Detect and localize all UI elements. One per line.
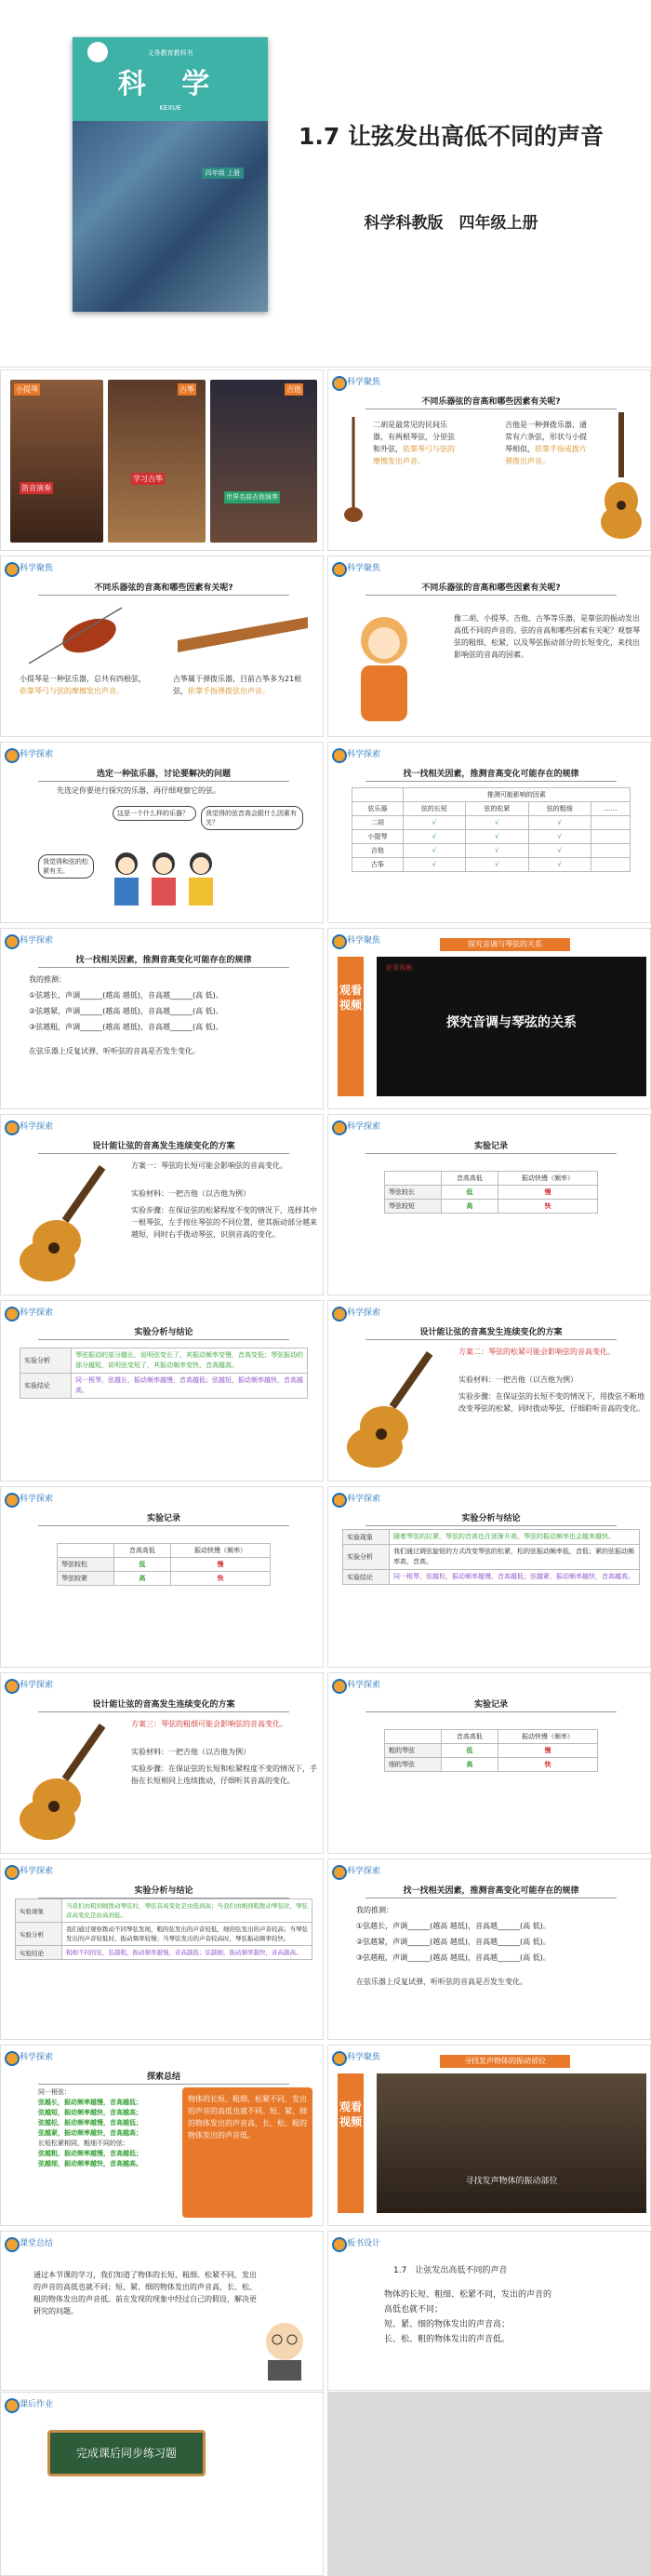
row-text: 当我们由粗到细拨动琴弦时，琴弦音高变化是由低到高；当我们由细到粗拨动琴弦时，琴弦音高变化是由高到低。: [62, 1899, 312, 1923]
slide-erhu-guitar: [327, 369, 651, 551]
plan-text: 方案二：琴弦的松紧可能会影响弦的音高变化。: [458, 1348, 615, 1356]
factor-table: [352, 787, 631, 872]
hypothesis-intro: 我的推测：: [356, 1906, 393, 1914]
slide-heading: 探索总结: [38, 2070, 289, 2085]
pitch-cell: 低: [441, 1186, 498, 1200]
slide-record-3: [327, 1672, 651, 1854]
section-tag: 科学探索: [332, 1678, 380, 1693]
col-header: 弦的松紧: [466, 802, 528, 816]
slide-heading: 实验分析与结论: [38, 1884, 289, 1898]
hypothesis-line: ①弦越长，声调______(越高 越低)，音高越______(高 低)。: [29, 991, 223, 1000]
slide-heading: 实验记录: [38, 1511, 289, 1526]
summary-line: 弦越紧，振动频率越快，音高越高；: [38, 2129, 142, 2137]
col-header: 振动快慢（频率）: [170, 1544, 270, 1558]
record-table: [384, 1729, 598, 1772]
pitch-cell: 高: [441, 1200, 498, 1214]
row-name: 琴弦较松: [58, 1558, 114, 1572]
guitar-highlight: 依靠手指或拨片弹拨出声音。: [505, 445, 587, 465]
table-row: [58, 1558, 271, 1572]
section-tag: 科学探索: [5, 1864, 53, 1879]
summary-line: 弦越短，振动频率越快，音高越高；: [38, 2109, 142, 2116]
material-text: 实验材料：一把吉他（以吉他为例）: [458, 1375, 578, 1384]
label-violin-play: 笛音演奏: [21, 484, 51, 492]
table-row: [343, 1530, 640, 1545]
section-tag: 科学探索: [332, 747, 380, 762]
check-cell: √: [466, 844, 528, 858]
speed-cell: 快: [170, 1572, 270, 1586]
video-bar: 探究音调与琴弦的关系: [440, 938, 570, 951]
row-name: 小提琴: [352, 830, 404, 844]
board-line: 高低也就不同；: [384, 2305, 444, 2314]
slide-heading: 实验分析与结论: [365, 1511, 617, 1526]
guzheng-highlight: 依靠手指弹拨弦出声音。: [188, 687, 270, 695]
col-header: 音高高低: [441, 1172, 498, 1186]
label-guitar: 吉他: [286, 385, 301, 394]
section-tag: 科学探索: [5, 1306, 53, 1321]
summary-line: 弦越松，振动频率越慢，音高越低；: [38, 2119, 142, 2127]
steps-text: 实验步骤：在保证弦的长短和松紧程度不变的情况下，手指在长短相同上连续拨动，仔细听其音高的变化。: [131, 1764, 317, 1785]
section-tag: 科学探索: [5, 1678, 53, 1693]
textbook-cover: [73, 37, 268, 312]
section-tag: 科学探索: [5, 747, 53, 762]
col-header: 振动快慢（频率）: [498, 1730, 597, 1744]
label-guzheng-learn: 学习古筝: [133, 475, 163, 483]
section-tag: 科学探索: [332, 1306, 380, 1321]
steps-text: 实验步骤：在保证弦的长短不变的情况下，用拨弦不断地改变琴弦的松紧，同时拨动琴弦，仔细聆听音高的变化。: [458, 1392, 644, 1413]
slide-class-summary: [0, 2231, 324, 2391]
section-tag: 课堂总结: [5, 2236, 53, 2251]
section-tag: 科学探索: [5, 1120, 53, 1134]
section-tag: 课后作业: [5, 2397, 53, 2412]
board-line: 长、松、粗的物体发出的声音低。: [384, 2335, 511, 2344]
grade-label: 四年级 上册: [202, 168, 244, 179]
lesson-subtitle: 科学科教版 四年级上册: [364, 214, 538, 233]
check-cell: √: [403, 830, 465, 844]
hypothesis-line: ③弦越粗，声调______(越高 越低)，音高越______(高 低)。: [29, 1023, 223, 1031]
watch-video-label: 观看视频: [338, 957, 364, 1096]
class-summary-text: 通过本节课的学习，我们知道了物体的长短、粗细、松紧不同，发出的声音的高低也就不同；短、紧、细的物体发出的声音高，长、松、粗的物体发出的声音低。前在发现的现象中经过自己的假设，解决更研究的问题。: [33, 2271, 257, 2315]
board-title: 1.7 让弦发出高低不同的声音: [393, 2266, 508, 2275]
pitch-cell: 高: [441, 1758, 498, 1772]
table-row: [385, 1758, 598, 1772]
slide-heading: 实验记录: [365, 1139, 617, 1154]
guitar-diagram: [15, 1715, 126, 1845]
check-cell: √: [528, 844, 591, 858]
section-tag: 科学探索: [332, 1864, 380, 1879]
col-header: 弦乐器: [352, 802, 404, 816]
check-cell: √: [403, 816, 465, 830]
video-player[interactable]: [377, 957, 646, 1096]
table-corner: [352, 788, 404, 802]
section-tag: 科学聚焦: [332, 2050, 380, 2065]
slide-instruments: [0, 369, 324, 551]
slide-heading: 实验分析与结论: [38, 1325, 289, 1340]
section-tag: 科学聚焦: [332, 375, 380, 390]
cover-band: [73, 37, 268, 121]
table-row: [385, 1200, 598, 1214]
summary-line: 弦越长，振动频率越慢，音高越低；: [38, 2099, 142, 2106]
row-text: 同一根琴，弦越长，振动频率越慢，音高越低；弦越短，振动频率越快，音高越高。: [72, 1374, 308, 1399]
check-cell: √: [403, 858, 465, 872]
analysis-table: [20, 1348, 308, 1399]
summary-title: 长短松紧相同，粗细不同的弦：: [38, 2140, 129, 2147]
slide-record-2: [0, 1486, 324, 1668]
table-row: [16, 1923, 312, 1946]
erhu-highlight: 依靠琴弓与弦的摩擦发出声音。: [373, 445, 455, 465]
board-line: 短、紧、细的物体发出的声音高；: [384, 2320, 511, 2329]
slide-plan-2: [327, 1300, 651, 1482]
slide-heading: 不同乐器弦的音高和哪些因素有关呢?: [38, 581, 289, 596]
col-header: 弦的长短: [403, 802, 465, 816]
book-title: 科 学: [117, 68, 223, 101]
row-label: 实验结论: [20, 1374, 72, 1399]
analysis-table: [342, 1529, 640, 1585]
table-row: [385, 1186, 598, 1200]
section-tag: 板书设计: [332, 2236, 380, 2251]
slide-board: [327, 2231, 651, 2391]
row-text: 琴弦振动的部分越长，说明弦变长了，其振动频率变慢，音高变低；琴弦振动的部分越短，说明弦变短了，其振动频率变快，音高越高。: [72, 1348, 308, 1374]
video-player[interactable]: [377, 2073, 646, 2213]
summary-left: [38, 2087, 178, 2169]
discuss-intro: 先选定你要进行探究的乐器，再仔细观察它的弦。: [57, 786, 220, 795]
violin-highlight: 依靠琴弓与弦的摩擦发出声音。: [20, 687, 124, 695]
guitar-image: [598, 412, 644, 543]
section-tag: 科学聚焦: [332, 933, 380, 948]
speech-bubble-3: 我觉得和弦的松紧有关。: [38, 854, 94, 879]
guitar-text: [505, 419, 589, 467]
label-guzheng: 古筝: [179, 385, 194, 394]
board-line: 物体的长短、粗细、松紧不同，发出的声音的: [384, 2290, 552, 2300]
summary-right: 物体的长短、粗细、松紧不同，发出的声音的高低也就不同。短、紧、细的物体发出的声音高，长、松、粗的物体发出的声音低。: [182, 2087, 312, 2218]
speed-cell: 慢: [170, 1558, 270, 1572]
hypothesis-note: 在弦乐器上反复试弹，听听弦的音高是否发生变化。: [356, 1978, 527, 1986]
row-name: 琴弦较紧: [58, 1572, 114, 1586]
video-title: 寻找发声物体的振动部位: [465, 2177, 558, 2186]
slide-factors: [327, 556, 651, 737]
check-cell: [591, 858, 631, 872]
speed-cell: 慢: [498, 1186, 597, 1200]
check-cell: √: [528, 858, 591, 872]
slide-hypothesis: [0, 928, 324, 1109]
check-cell: [591, 830, 631, 844]
satellite-image: [73, 121, 268, 312]
table-row: [343, 1570, 640, 1585]
row-name: 吉他: [352, 844, 404, 858]
steps-text: 实验步骤：在保证弦的松紧程度不变的情况下，选择其中一根琴弦，左手按住琴弦的不同位置，使其振动部分越来越短，同时右手拨动琴弦，识别音高的变化。: [131, 1206, 317, 1239]
group-label: 推测可能影响的因素: [403, 788, 630, 802]
students-cartoon: [103, 845, 224, 915]
hypothesis-line: ②弦越紧，声调______(越高 越低)，音高越______(高 低)。: [356, 1938, 551, 1946]
guitar-desc: 吉他是一种弹拨乐器，通常有六条弦，形状与小提琴相似，: [505, 421, 587, 453]
slide-factor-table: [327, 742, 651, 923]
check-cell: √: [466, 830, 528, 844]
hypothesis-note: 在弦乐器上反复试弹，听听弦的音高是否发生变化。: [29, 1047, 200, 1055]
cover-slide: [0, 0, 651, 368]
col-header: 音高高低: [113, 1544, 170, 1558]
record-table: [384, 1171, 598, 1214]
slide-violin-guzheng: [0, 556, 324, 737]
section-tag: 科学探索: [5, 933, 53, 948]
plan-text: 方案三：琴弦的粗细可能会影响弦的音高变化。: [131, 1720, 287, 1728]
section-tag: 科学探索: [332, 1120, 380, 1134]
check-cell: √: [466, 858, 528, 872]
violin-photo: [10, 380, 103, 543]
check-cell: √: [528, 816, 591, 830]
slide-analysis-1: [0, 1300, 324, 1482]
analysis-table: [15, 1898, 312, 1960]
table-row: [352, 844, 631, 858]
section-tag: 科学探索: [332, 1492, 380, 1507]
video-logo: 好看视频: [386, 964, 412, 972]
slide-heading: 不同乐器弦的音高和哪些因素有关呢?: [365, 395, 617, 409]
row-label: 实验分析: [16, 1923, 62, 1946]
slide-summary: [0, 2045, 324, 2226]
table-row: [16, 1899, 312, 1923]
summary-line: 弦越细，振动频率越快，音高越高。: [38, 2160, 142, 2167]
summary-title: 同一根弦：: [38, 2088, 71, 2096]
section-tag: 科学探索: [5, 2050, 53, 2065]
table-row: [20, 1348, 308, 1374]
check-cell: √: [466, 816, 528, 830]
row-text: 我们通过调弦旋钮的方式改变琴弦的松紧，松的弦振动频率低，音低；紧的弦振动频率高，音高。: [390, 1545, 640, 1570]
empty-slot: [327, 2392, 651, 2576]
slide-analysis-3: [0, 1858, 324, 2040]
row-text: 同一根琴，弦越松，振动频率越慢，音高越低；弦越紧，振动频率越快，音高越高。: [390, 1570, 640, 1585]
hypothesis-line: ③弦越粗，声调______(越高 越低)，音高越______(高 低)。: [356, 1953, 551, 1962]
label-violin: 小提琴: [16, 385, 38, 394]
row-name: 琴弦较长: [385, 1186, 442, 1200]
pitch-cell: 高: [113, 1572, 170, 1586]
slide-heading: 找一找相关因素，推测音高变化可能存在的规律: [365, 767, 617, 782]
slide-video-1: [327, 928, 651, 1109]
check-cell: √: [528, 830, 591, 844]
slide-discuss: [0, 742, 324, 923]
speech-bubble-2: 我觉得的弦音高会跟什么因素有关？: [201, 806, 303, 830]
check-cell: √: [403, 844, 465, 858]
erhu-image: [339, 417, 367, 529]
section-tag: 科学聚焦: [5, 561, 53, 576]
table-row: [16, 1946, 312, 1960]
homework-button[interactable]: 完成课后同步练习题: [47, 2430, 206, 2476]
slide-heading: 选定一种弦乐器，讨论要解决的问题: [38, 767, 289, 782]
row-name: 粗的琴弦: [385, 1744, 442, 1758]
violin-text: [20, 673, 150, 697]
hypothesis-line: ②弦越紧，声调______(越高 越低)，音高越______(高 低)。: [29, 1007, 223, 1015]
material-text: 实验材料：一把吉他（以吉他为例）: [131, 1189, 250, 1198]
speed-cell: 快: [498, 1200, 597, 1214]
col-header: 振动快慢（频率）: [498, 1172, 597, 1186]
slide-heading: 找一找相关因素，推测音高变化可能存在的规律: [38, 953, 289, 968]
guzheng-image: [173, 608, 312, 654]
watch-video-label: 观看视频: [338, 2073, 364, 2213]
row-name: 细的琴弦: [385, 1758, 442, 1772]
speed-cell: 慢: [498, 1744, 597, 1758]
video-title: 探究音调与琴弦的关系: [446, 1015, 577, 1030]
teacher-cartoon: [342, 608, 426, 729]
slide-heading: 设计能让弦的音高发生连续变化的方案: [38, 1697, 289, 1712]
speed-cell: 快: [498, 1758, 597, 1772]
slide-plan-1: [0, 1114, 324, 1295]
row-name: 二胡: [352, 816, 404, 830]
hypothesis-line: ①弦越长，声调______(越高 越低)，音高越______(高 低)。: [356, 1922, 551, 1930]
col-header: 音高高低: [441, 1730, 498, 1744]
violin-image: [20, 603, 131, 668]
table-row: [385, 1744, 598, 1758]
slide-hypothesis-check: [327, 1858, 651, 2040]
slide-heading: 找一找相关因素，推测音高变化可能存在的规律: [365, 1884, 617, 1898]
section-tag: 科学探索: [5, 1492, 53, 1507]
table-row: [352, 858, 631, 872]
row-text: 粗细不同的弦，弦越粗，振动频率越慢，音高越低；弦越细，振动频率越快，音高越高。: [62, 1946, 312, 1960]
book-title-en: KEXUE: [159, 104, 181, 112]
row-name: 古筝: [352, 858, 404, 872]
slide-record-1: [327, 1114, 651, 1295]
slide-homework: [0, 2392, 324, 2576]
record-table: [57, 1543, 271, 1586]
hypothesis-intro: 我的推测：: [29, 975, 66, 984]
guzheng-text: [173, 673, 312, 697]
check-cell: [591, 816, 631, 830]
factors-text: 像二胡、小提琴、吉他、古筝等乐器，是靠弦的振动发出高低不同的声音的。弦的音高和哪些因素有关呢？观察琴弦的粗细、松紧，以及琴弦振动部分的长短变化，来找出影响弦的音高的因素。: [454, 614, 640, 659]
teacher-avatar: [257, 2315, 312, 2381]
slide-heading: 不同乐器弦的音高和哪些因素有关呢?: [365, 581, 617, 596]
guzheng-desc: 古筝属于弹拨乐器，目前古筝多为21根弦，: [173, 675, 302, 695]
pitch-cell: 低: [441, 1744, 498, 1758]
slide-analysis-2: [327, 1486, 651, 1668]
speech-bubble-1: 这是一个什么样的乐器？: [113, 806, 196, 821]
slide-plan-3: [0, 1672, 324, 1854]
erhu-text: [373, 419, 457, 467]
row-label: 实验结论: [343, 1570, 390, 1585]
slide-heading: 设计能让弦的音高发生连续变化的方案: [365, 1325, 617, 1340]
row-text: 我们通过观察拨动不同琴弦发现，粗的弦发出的声音较低，细的弦发出的声音较高；当琴弦发出的声音较低时，振动频率较慢；当琴弦发出的声音较高时，琴弦振动频率较快。: [62, 1923, 312, 1946]
slide-heading: 设计能让弦的音高发生连续变化的方案: [38, 1139, 289, 1154]
guitar-diagram: [342, 1343, 454, 1473]
pitch-cell: 低: [113, 1558, 170, 1572]
slide-video-2: [327, 2045, 651, 2226]
row-label: 实验现象: [16, 1899, 62, 1923]
col-header: ……: [591, 802, 631, 816]
guitar-photo: [210, 380, 317, 543]
row-label: 实验分析: [20, 1348, 72, 1374]
table-row: [58, 1572, 271, 1586]
violin-desc: 小提琴是一种弦乐器，总共有四根弦，: [20, 675, 146, 683]
row-text: 随着琴弦的拉紧，琴弦的音高也在逐渐升高，琴弦的振动频率也会越来越快。: [390, 1530, 640, 1545]
table-row: [343, 1545, 640, 1570]
plan-text: 方案一：琴弦的长短可能会影响弦的音高变化。: [131, 1161, 287, 1170]
summary-line: 弦越粗，振动频率越慢，音高越低；: [38, 2150, 142, 2157]
lesson-title: 1.7 让弦发出高低不同的声音: [299, 123, 604, 150]
material-text: 实验材料：一把吉他（以吉他为例）: [131, 1748, 250, 1756]
guzheng-photo: [108, 380, 206, 543]
row-label: 实验现象: [343, 1530, 390, 1545]
slide-heading: 实验记录: [365, 1697, 617, 1712]
row-label: 实验结论: [16, 1946, 62, 1960]
col-header: 弦的粗细: [528, 802, 591, 816]
publisher: 义务教育教科书: [147, 49, 193, 57]
table-row: [352, 816, 631, 830]
table-row: [352, 830, 631, 844]
guitar-diagram: [15, 1157, 126, 1287]
video-bar: 寻找发声物体的振动部位: [440, 2055, 570, 2068]
label-guitar-play: 世界名曲吉他演奏: [224, 491, 280, 503]
section-tag: 科学聚焦: [332, 561, 380, 576]
row-name: 琴弦较短: [385, 1200, 442, 1214]
table-row: [20, 1374, 308, 1399]
erhu-desc: 二胡是最常见的民间乐器，有两根琴弦，分里弦和外弦，: [373, 421, 455, 453]
row-label: 实验分析: [343, 1545, 390, 1570]
check-cell: [591, 844, 631, 858]
